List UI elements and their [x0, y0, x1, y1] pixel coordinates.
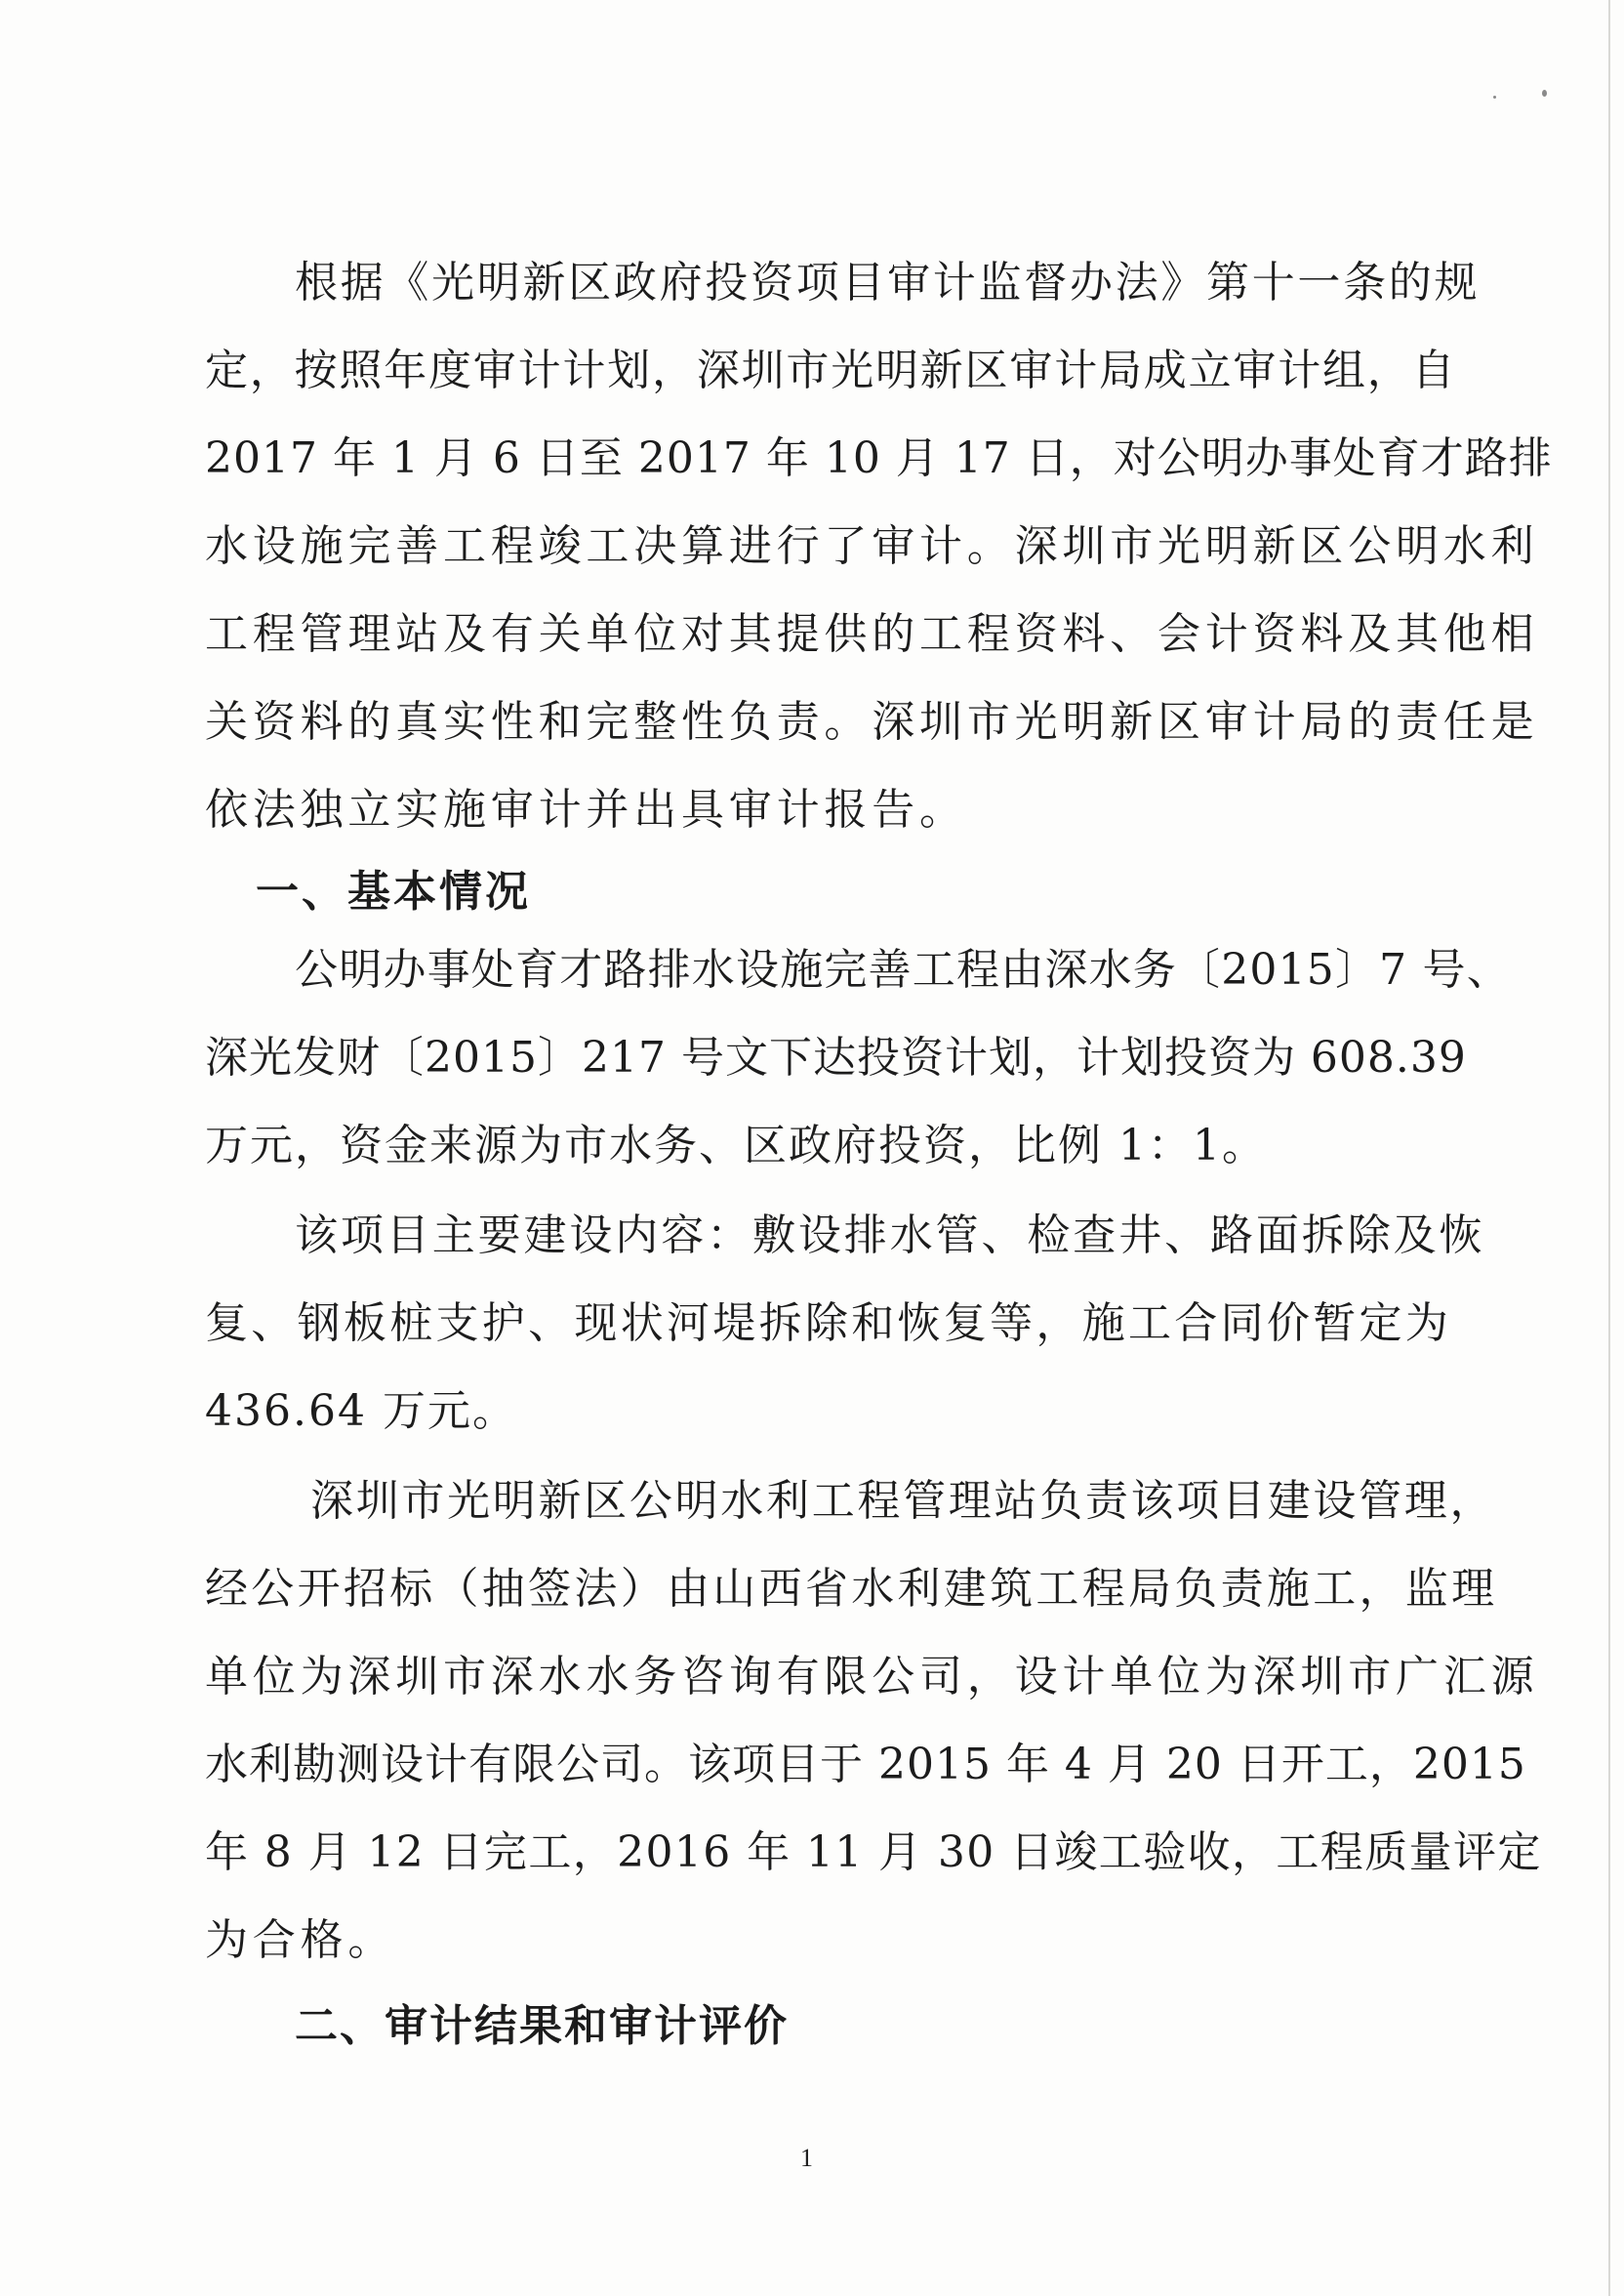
intro-line-1: 根据《光明新区政府投资项目审计监督办法》第十一条的规 — [295, 258, 1481, 308]
intro-line-5: 工程管理站及有关单位对其提供的工程资料、会计资料及其他相 — [205, 609, 1539, 659]
content-line-3: 436.64 万元。 — [205, 1386, 517, 1436]
intro-line-3: 2017 年 1 月 6 日至 2017 年 10 月 17 日，对公明办事处育才路排 — [205, 433, 1553, 483]
management-line-5: 年 8 月 12 日完工，2016 年 11 月 30 日竣工验收，工程质量评定 — [205, 1827, 1542, 1877]
management-line-1: 深圳市光明新区公明水利工程管理站负责该项目建设管理， — [310, 1476, 1496, 1526]
management-line-3: 单位为深圳市深水水务咨询有限公司，设计单位为深圳市广汇源 — [205, 1652, 1539, 1702]
section-heading-basic: 一、基本情况 — [256, 867, 531, 917]
scan-speck — [1542, 90, 1547, 97]
scan-edge-line — [1608, 0, 1610, 2296]
intro-line-2: 定，按照年度审计计划，深圳市光明新区审计局成立审计组，自 — [205, 346, 1457, 395]
content-line-1: 该项目主要建设内容：敷设排水管、检查井、路面拆除及恢 — [295, 1210, 1485, 1260]
management-line-4: 水利勘测设计有限公司。该项目于 2015 年 4 月 20 日开工，2015 — [205, 1740, 1526, 1789]
scan-speck — [1493, 96, 1496, 99]
section-heading-results: 二、审计结果和审计评价 — [295, 2001, 789, 2051]
intro-line-4: 水设施完善工程竣工决算进行了审计。深圳市光明新区公明水利 — [205, 521, 1539, 571]
intro-line-6: 关资料的真实性和完整性负责。深圳市光明新区审计局的责任是 — [205, 697, 1539, 747]
content-line-2: 复、钢板桩支护、现状河堤拆除和恢复等，施工合同价暂定为 — [205, 1298, 1452, 1348]
intro-line-7: 依法独立实施审计并出具审计报告。 — [205, 785, 967, 835]
management-line-2: 经公开招标（抽签法）由山西省水利建筑工程局负责施工，监理 — [205, 1564, 1498, 1614]
plan-line-2: 深光发财〔2015〕217 号文下达投资计划，计划投资为 608.39 — [205, 1033, 1467, 1083]
page-number: 1 — [800, 2144, 813, 2172]
plan-line-1: 公明办事处育才路排水设施完善工程由深水务〔2015〕7 号、 — [295, 945, 1511, 995]
management-line-6: 为合格。 — [205, 1915, 396, 1965]
plan-line-3: 万元，资金来源为市水务、区政府投资，比例 1：1。 — [205, 1121, 1267, 1170]
